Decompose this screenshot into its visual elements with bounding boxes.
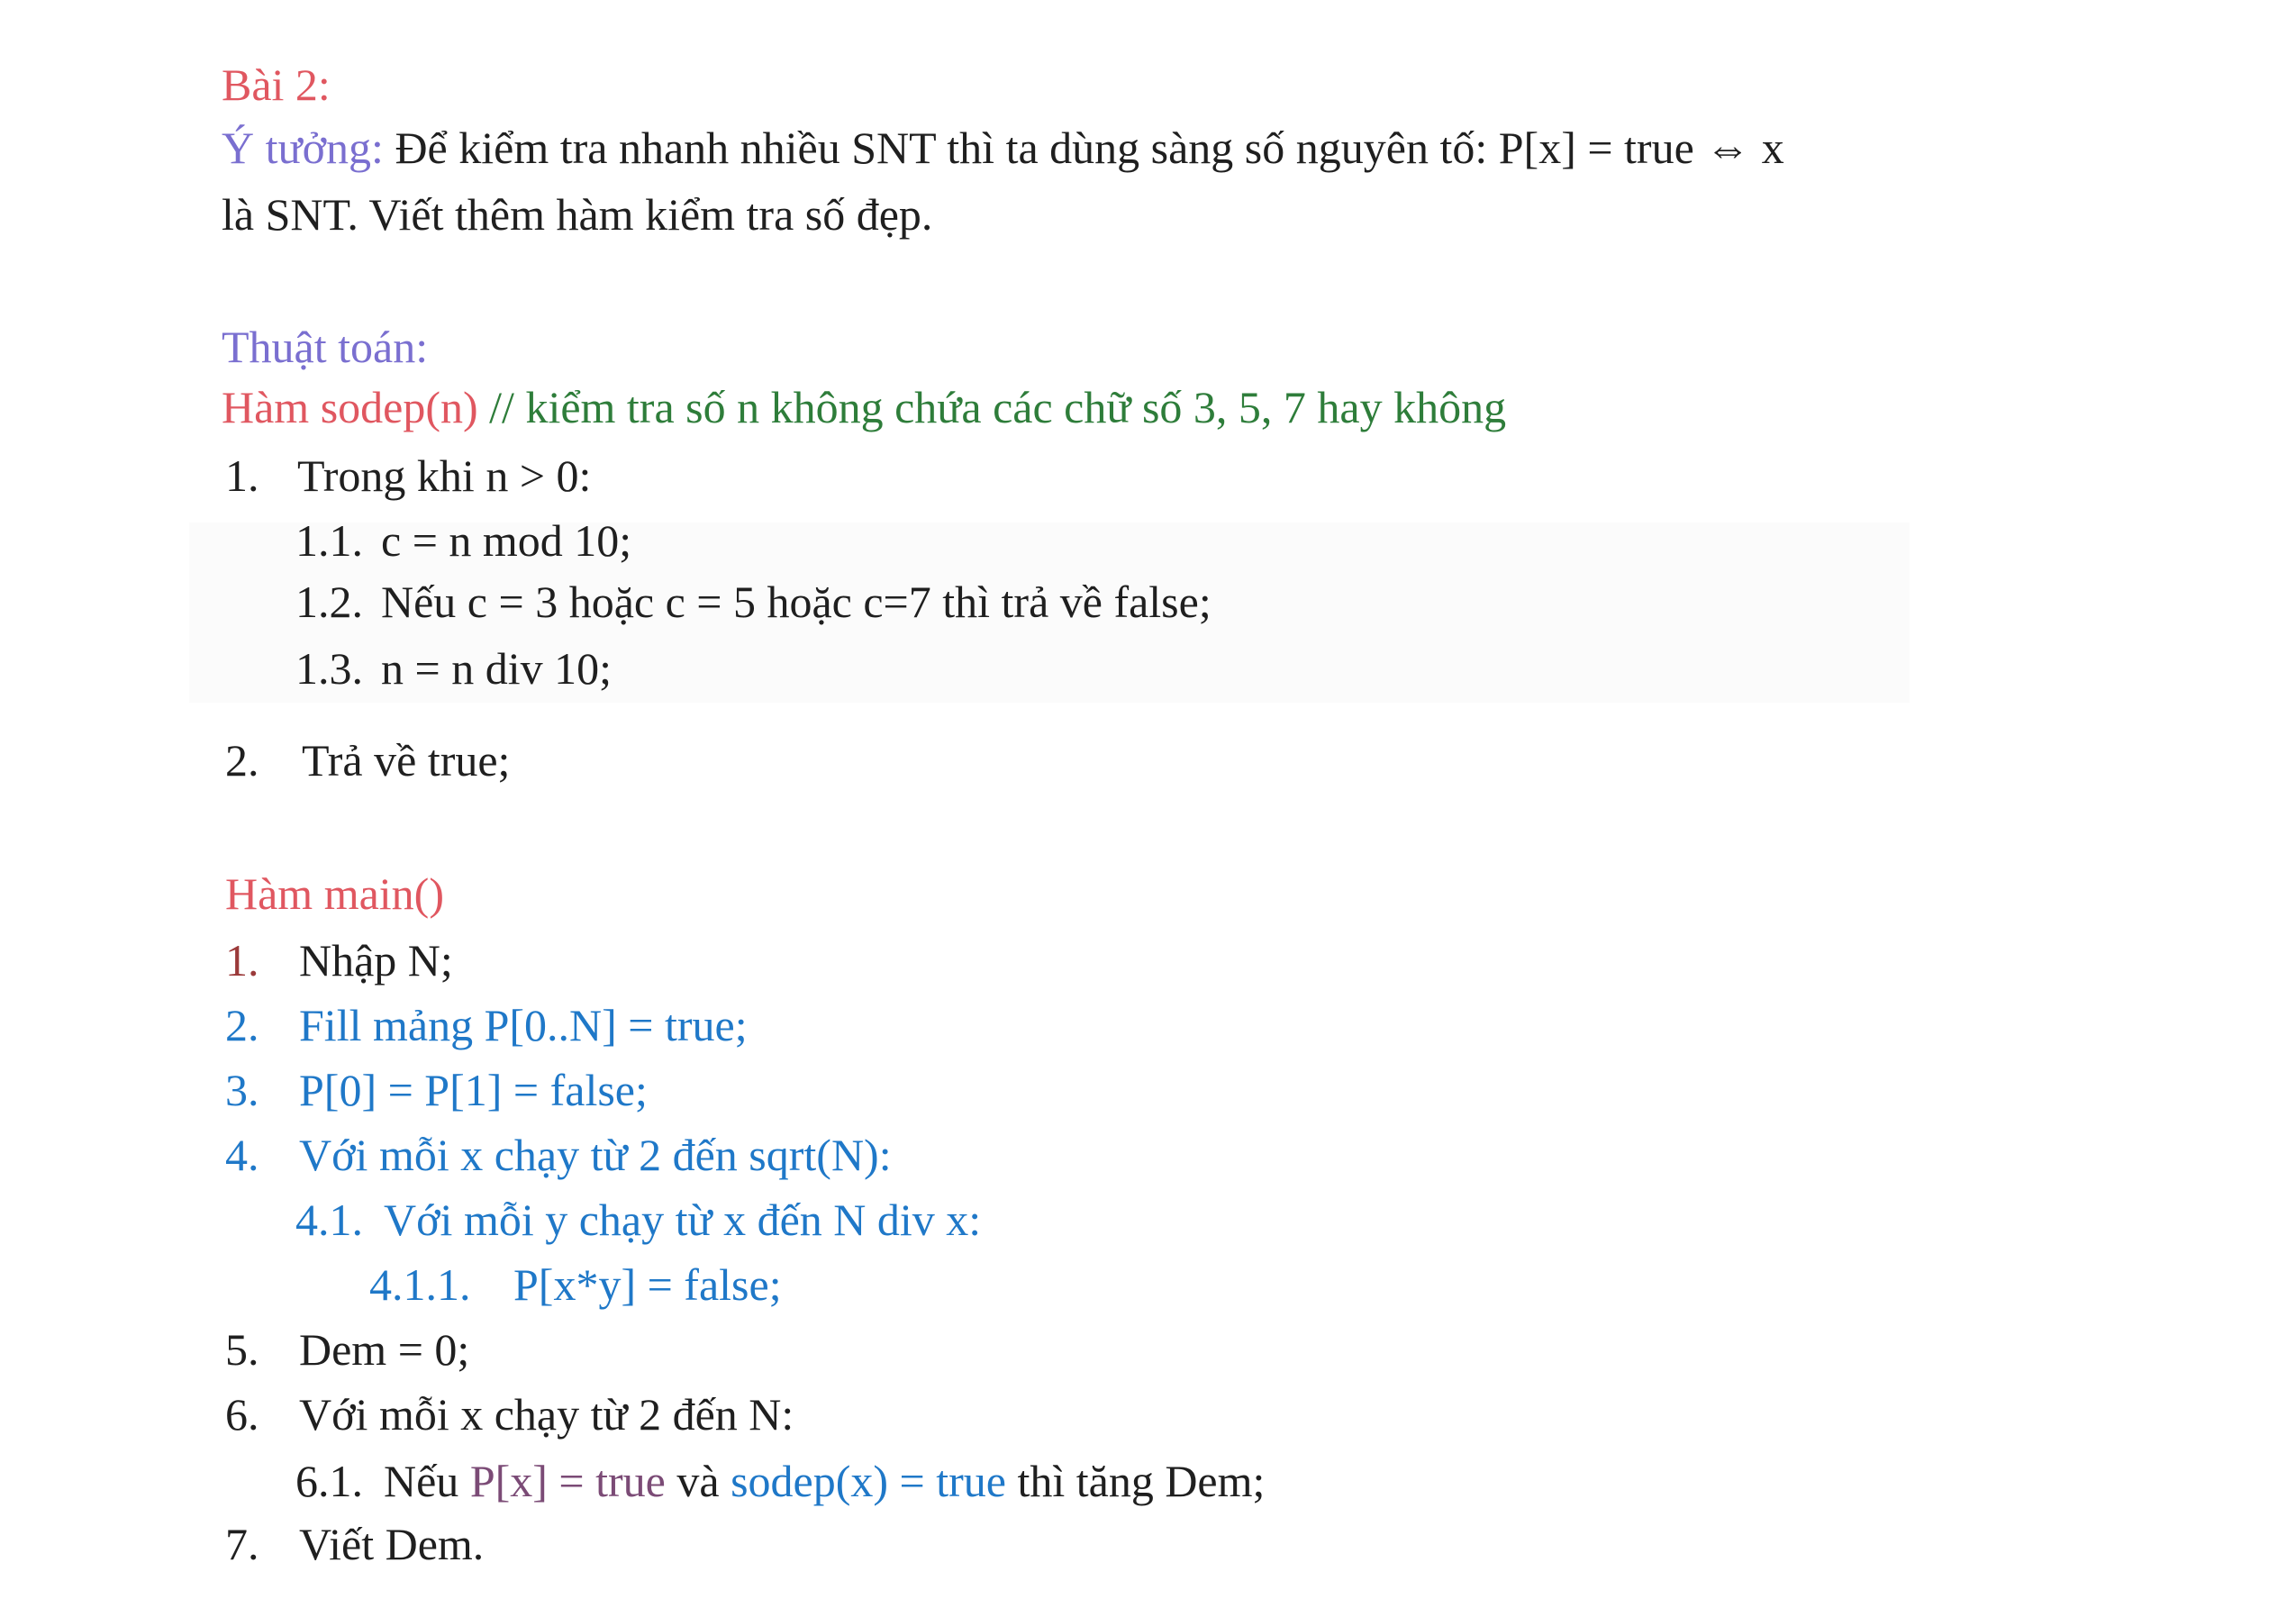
idea-label: Ý tưởng: <box>222 123 384 173</box>
step-text-part: = true <box>888 1456 1006 1506</box>
main-step <box>295 1193 981 1247</box>
step-number: 4. <box>225 1130 259 1180</box>
main-step <box>225 1128 892 1182</box>
step-text: P[x*y] = false; <box>513 1259 782 1310</box>
step-number: 4.1. <box>295 1195 363 1245</box>
main-step <box>225 1517 484 1571</box>
step-text: Với mỗi y chạy từ x đến N div x: <box>384 1195 982 1245</box>
main-step <box>225 998 748 1052</box>
sodep-step <box>225 733 510 787</box>
main-step <box>225 1387 794 1441</box>
step-text: c = n mod 10; <box>381 515 632 566</box>
main-step <box>225 1322 469 1376</box>
step-number: 1. <box>225 450 259 501</box>
step-number: 6.1. <box>295 1456 363 1506</box>
step-text-part: P[x] <box>469 1456 548 1506</box>
sodep-step <box>225 449 591 503</box>
sodep-step <box>295 641 612 695</box>
step-text: n = n div 10; <box>381 643 612 694</box>
main-step <box>225 933 453 987</box>
step-number: 2. <box>225 735 259 786</box>
exercise-title: Bài 2: <box>222 59 331 110</box>
sodep-comment: // kiểm tra số n không chứa các chữ số 3, 5, 7 hay không <box>477 382 1507 432</box>
step-text-part: Nếu <box>384 1456 470 1506</box>
sodep-header: Hàm sodep(n) <box>222 382 478 432</box>
step-text-part: = true <box>547 1456 666 1506</box>
main-header: Hàm main() <box>225 868 444 919</box>
idea-line-1 <box>222 121 1784 175</box>
step-text: Viết Dem. <box>299 1519 485 1569</box>
step-number: 1.2. <box>295 577 363 627</box>
step-text: P[0] = P[1] = false; <box>299 1065 648 1115</box>
sodep-header-line <box>222 380 1506 434</box>
step-text: Trả về true; <box>302 735 511 786</box>
sodep-step <box>295 575 1212 629</box>
step-number: 7. <box>225 1519 259 1569</box>
step-text-part: và <box>665 1456 731 1506</box>
idea-line-2: là SNT. Viết thêm hàm kiểm tra số đẹp. <box>222 189 933 240</box>
step-text: Dem = 0; <box>299 1324 470 1375</box>
step-number: 3. <box>225 1065 259 1115</box>
step-text: Fill mảng P[0..N] = true; <box>299 1000 748 1050</box>
step-number: 6. <box>225 1389 259 1440</box>
step-number: 1. <box>225 935 259 986</box>
step-text: Nhập N; <box>299 935 453 986</box>
step-number: 1.1. <box>295 515 363 566</box>
step-text: Với mỗi x chạy từ 2 đến N: <box>299 1389 794 1440</box>
step-number: 4.1.1. <box>369 1259 471 1310</box>
main-step <box>225 1063 648 1117</box>
step-text-part: sodep(x) <box>731 1456 889 1506</box>
step-number: 2. <box>225 1000 259 1050</box>
main-step <box>369 1258 782 1312</box>
main-step <box>295 1454 1265 1508</box>
algorithm-label: Thuật toán: <box>222 322 429 372</box>
step-number: 1.3. <box>295 643 363 694</box>
step-number: 5. <box>225 1324 259 1375</box>
step-text: Trong khi n > 0: <box>297 450 592 501</box>
idea-text-1: Để kiểm tra nhanh nhiều SNT thì ta dùng sàng số nguyên tố: P[x] = true ⇔ x <box>395 123 1784 173</box>
step-text-part: thì tăng Dem; <box>1005 1456 1266 1506</box>
step-text: Với mỗi x chạy từ 2 đến sqrt(N): <box>299 1130 892 1180</box>
step-text: Nếu c = 3 hoặc c = 5 hoặc c=7 thì trả về false; <box>381 577 1212 627</box>
sodep-step <box>295 513 631 568</box>
